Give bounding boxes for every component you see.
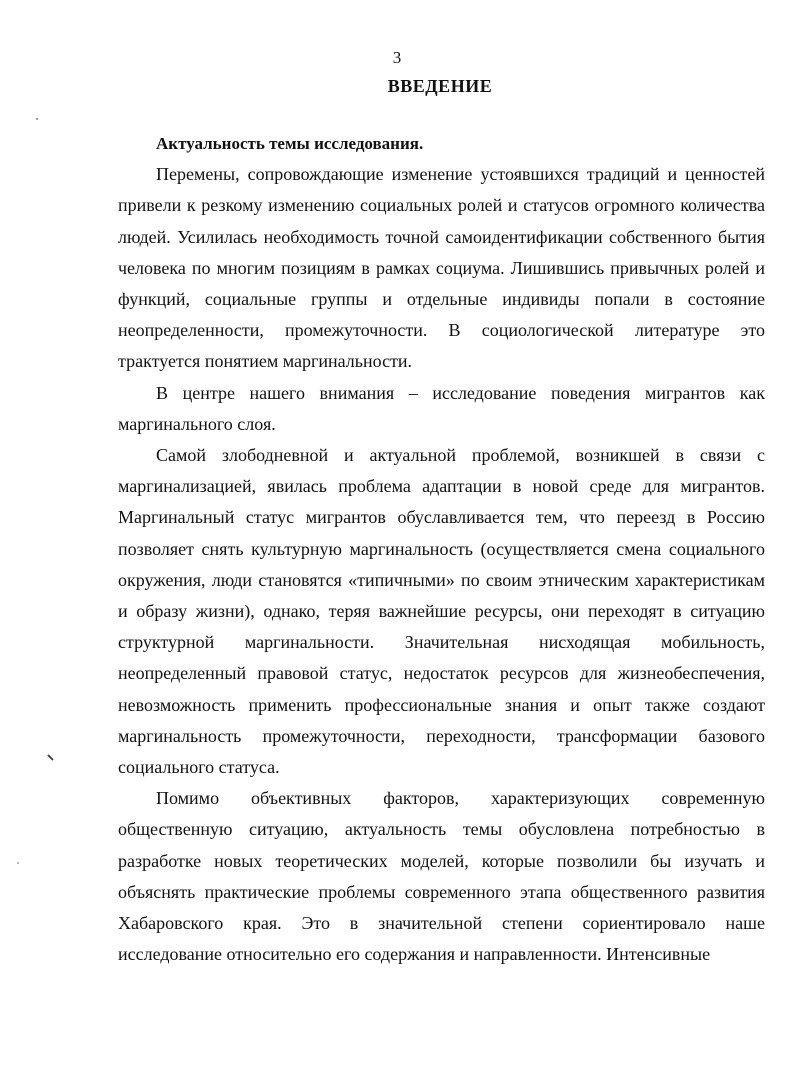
page-number: 3 bbox=[392, 48, 402, 67]
section-title: Актуальность темы исследования. bbox=[156, 134, 424, 153]
paragraph: В центре нашего внимания – исследование поведения мигрантов как маргинального слоя. bbox=[118, 382, 765, 434]
paragraph: Перемены, сопровождающие изменение устоявшихся традиций и ценностей привели к резкому изменению социальных ролей и статусов огромного количества людей. Усилилась необходимость точной самоидентификации собственного бытия человека по многим позициям в рамках социума. Лишившись привычных ролей и функций, социальные группы и отдельные индивиды попали в состояние неопределенности, промежуточности. В социологической литературе это трактуется понятием маргинальности. bbox=[118, 164, 765, 372]
paragraph: Самой злободневной и актуальной проблемой, возникшей в связи с маргинализацией, явилась проблема адаптации в новой среде для мигрантов. Маргинальный статус мигрантов обуславливается тем, что переезд в Россию позволяет снять культурную маргинальность (осуществляется смена социального окружения, люди становятся «типичными» по своим этническим характеристикам и образу жизни), однако, теряя важнейшие ресурсы, они переходят в ситуацию структурной маргинальности. Значительная нисходящая мобильность, неопределенный правовой статус, недостаток ресурсов для жизнеобеспечения, невозможность применить профессиональные знания и опыт также создают маргинальность промежуточности, переходности, трансформации базового социального статуса. bbox=[118, 445, 765, 778]
paragraph: Помимо объективных факторов, характеризующих современную общественную ситуацию, актуальность темы обусловлена потребностью в разработке новых теоретических моделей, которые позволили бы изучать и объяснять практические проблемы современного этапа общественного развития Хабаровского края. Это в значительной степени сориентировало наше исследование относительно его содержания и направленности. Интенсивные bbox=[118, 788, 765, 965]
page-title: ВВЕДЕНИЕ bbox=[387, 76, 493, 96]
scan-dot-mark bbox=[17, 862, 19, 864]
scan-tick-mark bbox=[48, 755, 53, 760]
scan-dot-mark bbox=[36, 118, 38, 120]
